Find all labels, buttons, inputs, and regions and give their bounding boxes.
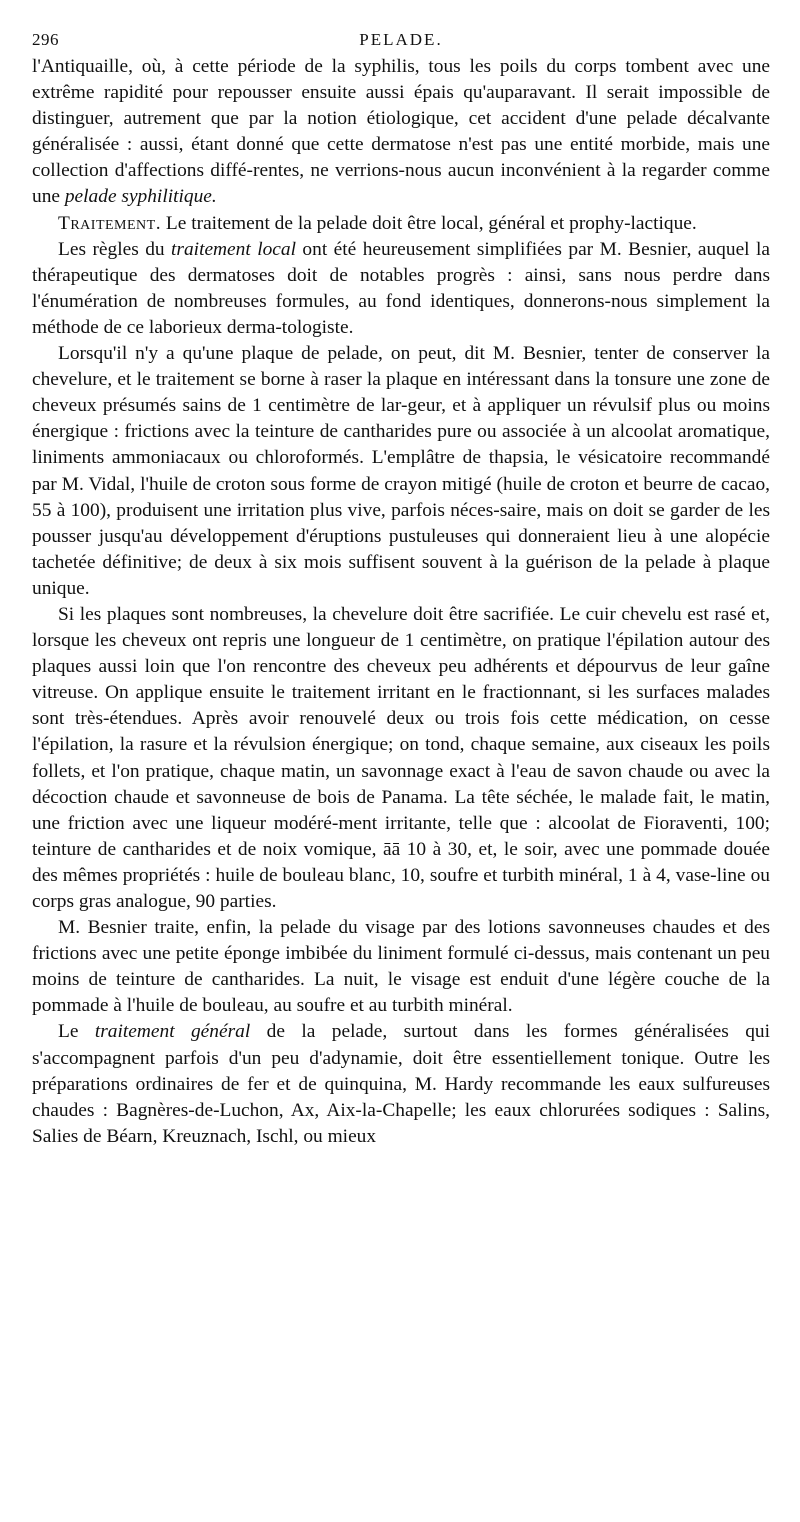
italic-term: traitement général — [94, 1021, 251, 1043]
paragraph-plaques-nombreuses — [32, 602, 770, 915]
page-header — [32, 30, 770, 54]
paragraph-text: de la pelade, surtout dans les formes généralisées qui s'accompagnent parfois d'un peu d'adynamie, doit être essentiellement tonique. Outre les préparations ordinaires de fer et de quinquina, M. Hardy recommande les eaux sulfureuses chaudes : Bagnères-de-Luchon, Ax, Aix-la-Chapelle; les eaux chlorurées sodiques : Salins, Salies de Béarn, Kreuznach, Ischl, ou mieux — [32, 1021, 770, 1147]
paragraph-text: Si les plaques sont nombreuses, la chevelure doit être sacrifiée. Le cuir chevelu est rasé et, lorsque les cheveux ont repris une longueur de 1 centimètre, on pratique l'épilation autour des plaques aussi loin que l'on rencontre des cheveux peu adhérents et dépourvus de leur gaîne vitreuse. On applique ensuite le traitement irritant en le fractionnant, si les surfaces malades sont très-étendues. Après avoir renouvelé deux ou trois fois cette médication, on cesse l'épilation, la rasure et la révulsion énergique; on tond, chaque semaine, aux ciseaux les poils follets, et l'on pratique, chaque matin, un savonnage exact à l'eau de savon chaude ou avec la décoction chaude et savonneuse de bois de Panama. La tête séchée, le malade fait, le matin, une friction avec une liqueur modéré-ment irritante, telle que : alcoolat de Fioraventi, 100; teinture de cantharides et de noix vomique, āā 10 à 30, et, le soir, avec une pommade douée des mêmes propriétés : huile de bouleau blanc, 10, soufre et turbith minéral, 1 à 4, vase-line ou corps gras analogue, 90 parties. — [32, 603, 770, 912]
section-heading: Traitement. — [58, 212, 162, 234]
paragraph-text: Les règles du — [58, 238, 172, 260]
paragraph-antiquaille — [32, 54, 770, 211]
body-text — [32, 54, 770, 1150]
paragraph-traitement-local — [32, 237, 770, 341]
book-page — [32, 30, 770, 1150]
paragraph-text: l'Antiquaille, où, à cette période de la syphilis, tous les poils du corps tombent avec une extrême rapidité pour repousser ensuite aussi épais qu'auparavant. Il serait impossible de distinguer, autrement que par la notion étiologique, cet accident d'une pelade décalvante généralisée : aussi, étant donné que cette dermatose n'est pas une entité morbide, mais une collection d'affections diffé-rentes, ne verrions-nous aucun inconvénient à la regarder comme une — [32, 56, 770, 208]
paragraph-pelade-visage — [32, 915, 770, 1019]
italic-term: traitement local — [171, 238, 296, 260]
paragraph-text: M. Besnier traite, enfin, la pelade du visage par des lotions savonneuses chaudes et des frictions avec une petite éponge imbibée du liniment formulé ci-dessus, mais contenant un peu moins de teinture de cantharides. La nuit, le visage est enduit d'une légère couche de la pommade à l'huile de bouleau, au soufre et au turbith minéral. — [32, 917, 770, 1017]
paragraph-traitement-general — [32, 1019, 770, 1149]
italic-term: pelade syphilitique. — [64, 186, 217, 208]
running-title: PELADE. — [359, 30, 443, 49]
page-number: 296 — [32, 30, 59, 49]
paragraph-traitement — [32, 211, 770, 237]
paragraph-text: Le traitement de la pelade doit être local, général et prophy-lactique. — [161, 212, 697, 234]
paragraph-text: ont été heureusement simplifiées par M. Besnier, auquel la thérapeutique des dermatoses doit de notables progrès : ainsi, sans nous perdre dans l'énumération de nombreuses formules, au fond identiques, donnerons-nous simplement la méthode de ce laborieux derma-tologiste. — [32, 238, 771, 338]
paragraph-text: Lorsqu'il n'y a qu'une plaque de pelade, on peut, dit M. Besnier, tenter de conserver la chevelure, et le traitement se borne à raser la plaque en intéressant dans la tonsure une zone de cheveux présumés sains de 1 centimètre de lar-geur, et à appliquer un révulsif plus ou moins énergique : frictions avec la teinture de cantharides pure ou associée à un alcoolat aromatique, liniments ammoniacaux ou chloroformés. L'emplâtre de thapsia, le vésicatoire recommandé par M. Vidal, l'huile de croton sous forme de crayon mitigé (huile de croton et beurre de cacao, 55 à 100), produisent une irritation plus vive, parfois néces-saire, mais on doit se garder de les pousser jusqu'au développement d'éruptions pustuleuses qui donneraient lieu à une alopécie tachetée définitive; de deux à six mois suffisent souvent à la guérison de la pelade à plaque unique. — [32, 343, 770, 599]
paragraph-text: Le — [58, 1021, 95, 1043]
paragraph-plaque-unique — [32, 341, 770, 602]
